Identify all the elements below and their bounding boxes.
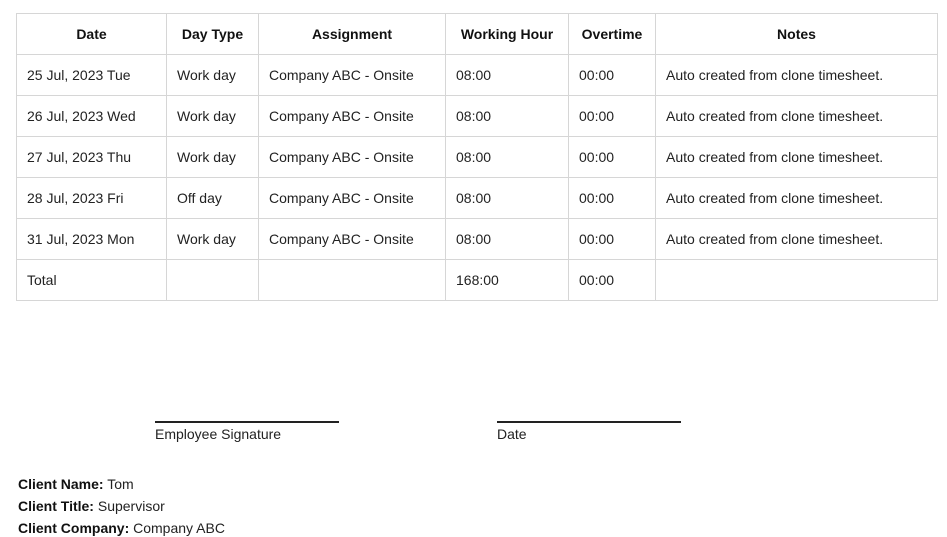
- cell-day-type: Work day: [167, 219, 259, 260]
- cell-assignment: Company ABC - Onsite: [259, 55, 446, 96]
- client-name-label: Client Name:: [18, 476, 104, 492]
- cell-notes: Auto created from clone timesheet.: [656, 178, 938, 219]
- cell-working-hour: 08:00: [446, 219, 569, 260]
- client-company-line: [18, 520, 225, 536]
- cell-overtime: 00:00: [569, 96, 656, 137]
- date-signature-label: Date: [497, 426, 527, 442]
- cell-working-hour: 08:00: [446, 55, 569, 96]
- cell-date: 25 Jul, 2023 Tue: [17, 55, 167, 96]
- header-overtime: Overtime: [569, 14, 656, 55]
- cell-working-hour: 08:00: [446, 96, 569, 137]
- total-notes: [656, 260, 938, 301]
- cell-date: 31 Jul, 2023 Mon: [17, 219, 167, 260]
- cell-day-type: Work day: [167, 96, 259, 137]
- cell-day-type: Work day: [167, 137, 259, 178]
- total-working-hour: 168:00: [446, 260, 569, 301]
- client-title-label: Client Title:: [18, 498, 94, 514]
- employee-signature-label: Employee Signature: [155, 426, 282, 442]
- cell-assignment: Company ABC - Onsite: [259, 219, 446, 260]
- timesheet-table: [16, 13, 938, 301]
- table-row: [17, 96, 938, 137]
- cell-date: 26 Jul, 2023 Wed: [17, 96, 167, 137]
- cell-overtime: 00:00: [569, 55, 656, 96]
- client-name-value: Tom: [107, 476, 134, 492]
- cell-day-type: Work day: [167, 55, 259, 96]
- header-assignment: Assignment: [259, 14, 446, 55]
- date-signature-line: [497, 421, 681, 423]
- cell-assignment: Company ABC - Onsite: [259, 96, 446, 137]
- cell-date: 27 Jul, 2023 Thu: [17, 137, 167, 178]
- cell-working-hour: 08:00: [446, 178, 569, 219]
- table-row: [17, 55, 938, 96]
- cell-date: 28 Jul, 2023 Fri: [17, 178, 167, 219]
- total-row: [17, 260, 938, 301]
- total-assignment: [259, 260, 446, 301]
- table-row: [17, 137, 938, 178]
- header-notes: Notes: [656, 14, 938, 55]
- client-name-line: [18, 476, 134, 492]
- table-header-row: [17, 14, 938, 55]
- client-title-line: [18, 498, 165, 514]
- total-overtime: 00:00: [569, 260, 656, 301]
- client-company-label: Client Company:: [18, 520, 130, 536]
- total-label: Total: [17, 260, 167, 301]
- cell-working-hour: 08:00: [446, 137, 569, 178]
- client-title-value: Supervisor: [97, 498, 165, 514]
- client-company-value: Company ABC: [133, 520, 225, 536]
- header-working-hour: Working Hour: [446, 14, 569, 55]
- cell-overtime: 00:00: [569, 178, 656, 219]
- table-row: [17, 178, 938, 219]
- cell-assignment: Company ABC - Onsite: [259, 137, 446, 178]
- header-date: Date: [17, 14, 167, 55]
- cell-day-type: Off day: [167, 178, 259, 219]
- cell-notes: Auto created from clone timesheet.: [656, 96, 938, 137]
- cell-notes: Auto created from clone timesheet.: [656, 219, 938, 260]
- total-day-type: [167, 260, 259, 301]
- cell-overtime: 00:00: [569, 219, 656, 260]
- table-row: [17, 219, 938, 260]
- cell-notes: Auto created from clone timesheet.: [656, 55, 938, 96]
- cell-overtime: 00:00: [569, 137, 656, 178]
- header-day-type: Day Type: [167, 14, 259, 55]
- cell-notes: Auto created from clone timesheet.: [656, 137, 938, 178]
- cell-assignment: Company ABC - Onsite: [259, 178, 446, 219]
- employee-signature-line: [155, 421, 339, 423]
